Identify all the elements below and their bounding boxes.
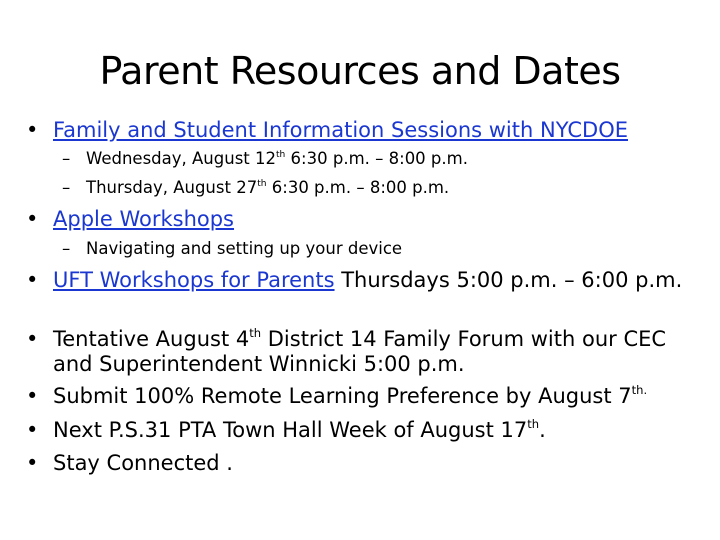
- bullet-icon: •: [26, 327, 39, 351]
- bullet-icon: •: [26, 268, 39, 292]
- bullet-icon: •: [26, 118, 39, 142]
- dash-icon: –: [62, 149, 71, 168]
- slide-title: Parent Resources and Dates: [99, 49, 621, 93]
- apple-workshop-topic: Navigating and setting up your device: [86, 239, 403, 258]
- uft-workshops-link[interactable]: UFT Workshops for Parents: [53, 268, 335, 292]
- stay-connected-item: Stay Connected .: [53, 451, 233, 475]
- bullet-icon: •: [26, 384, 39, 408]
- dash-icon: –: [62, 178, 71, 197]
- bullet-icon: •: [26, 451, 39, 475]
- session-date-wednesday: Wednesday, August 12th 6:30 p.m. – 8:00 p.m.: [86, 149, 468, 168]
- bullet-icon: •: [26, 418, 39, 442]
- bullet-icon: •: [26, 207, 39, 231]
- family-forum-item: Tentative August 4th District 14 Family Forum with our CEC and Superintendent Winnicki 5:00 p.m.: [53, 326, 667, 376]
- dash-icon: –: [62, 239, 71, 258]
- remote-learning-item: Submit 100% Remote Learning Preference by August $7^{th.}$: [53, 383, 648, 408]
- apple-workshops-link[interactable]: Apple Workshops: [53, 207, 235, 231]
- session-date-thursday: Thursday, August 27th 6:30 p.m. – 8:00 p.m.: [86, 178, 450, 197]
- family-student-info-sessions-link[interactable]: Family and Student Information Sessions with NYCDOE: [53, 118, 628, 142]
- uft-workshops-schedule: Thursdays 5:00 p.m. – 6:00 p.m.: [334, 268, 683, 292]
- pta-town-hall-item: Next P.S.31 PTA Town Hall Week of August 17th.: [53, 417, 546, 442]
